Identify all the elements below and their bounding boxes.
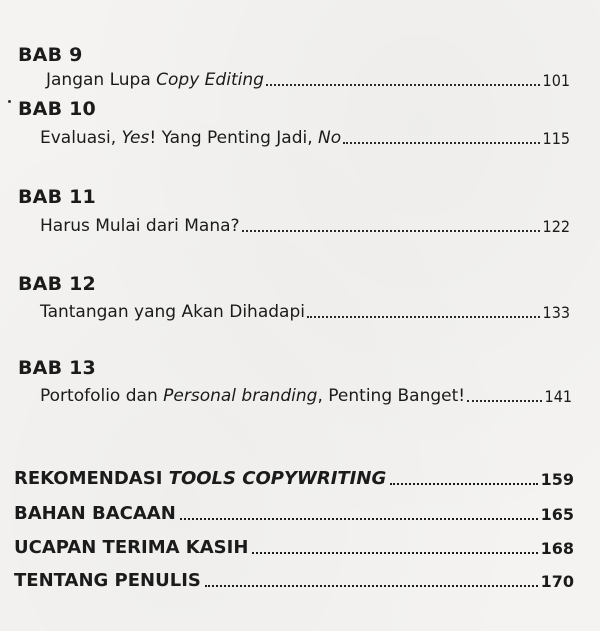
page-number: 165 (540, 505, 574, 524)
toc-entry (40, 386, 572, 406)
page-number: 101 (542, 71, 570, 90)
back-matter-entry (14, 503, 574, 524)
entry-title: TENTANG PENULIS (14, 570, 201, 591)
dot-leader (467, 399, 541, 402)
toc-entry (46, 70, 570, 90)
entry-title: Harus Mulai dari Mana? (40, 216, 240, 236)
dot-leader (266, 83, 540, 86)
chapter-heading: BAB 13 (18, 357, 96, 379)
page-number: 170 (540, 572, 574, 591)
entry-title: BAHAN BACAAN (14, 503, 176, 524)
page-number: 141 (544, 387, 572, 406)
entry-title: Jangan Lupa Copy Editing (46, 70, 264, 90)
chapter-heading: BAB 10 (18, 98, 96, 120)
page-number: 159 (540, 470, 574, 489)
entry-title: Evaluasi, Yes! Yang Penting Jadi, No (40, 128, 342, 148)
toc-entry (40, 128, 570, 148)
dot-leader (242, 229, 540, 232)
dot-leader (252, 551, 537, 554)
page-number: 122 (542, 217, 570, 236)
entry-title: UCAPAN TERIMA KASIH (14, 537, 249, 558)
page-number: 133 (542, 303, 570, 322)
dot-leader (343, 141, 539, 144)
dot-leader (180, 517, 538, 520)
back-matter-entry (14, 537, 574, 558)
back-matter-entry (14, 468, 574, 489)
page-number: 168 (540, 539, 574, 558)
entry-title: Tantangan yang Akan Dihadapi (40, 302, 305, 322)
chapter-heading: BAB 11 (18, 186, 96, 208)
back-matter-entry (14, 570, 574, 591)
stray-ink-dot (8, 100, 11, 103)
toc-entry (40, 216, 570, 236)
dot-leader (390, 482, 537, 485)
entry-title: REKOMENDASI TOOLS COPYWRITING (14, 468, 387, 489)
dot-leader (307, 315, 540, 318)
page-number: 115 (542, 129, 570, 148)
dot-leader (205, 584, 538, 587)
toc-entry (40, 302, 570, 322)
chapter-heading: BAB 12 (18, 273, 96, 295)
entry-title: Portofolio dan Personal branding, Penting Banget! (40, 386, 466, 406)
chapter-heading: BAB 9 (18, 44, 83, 66)
